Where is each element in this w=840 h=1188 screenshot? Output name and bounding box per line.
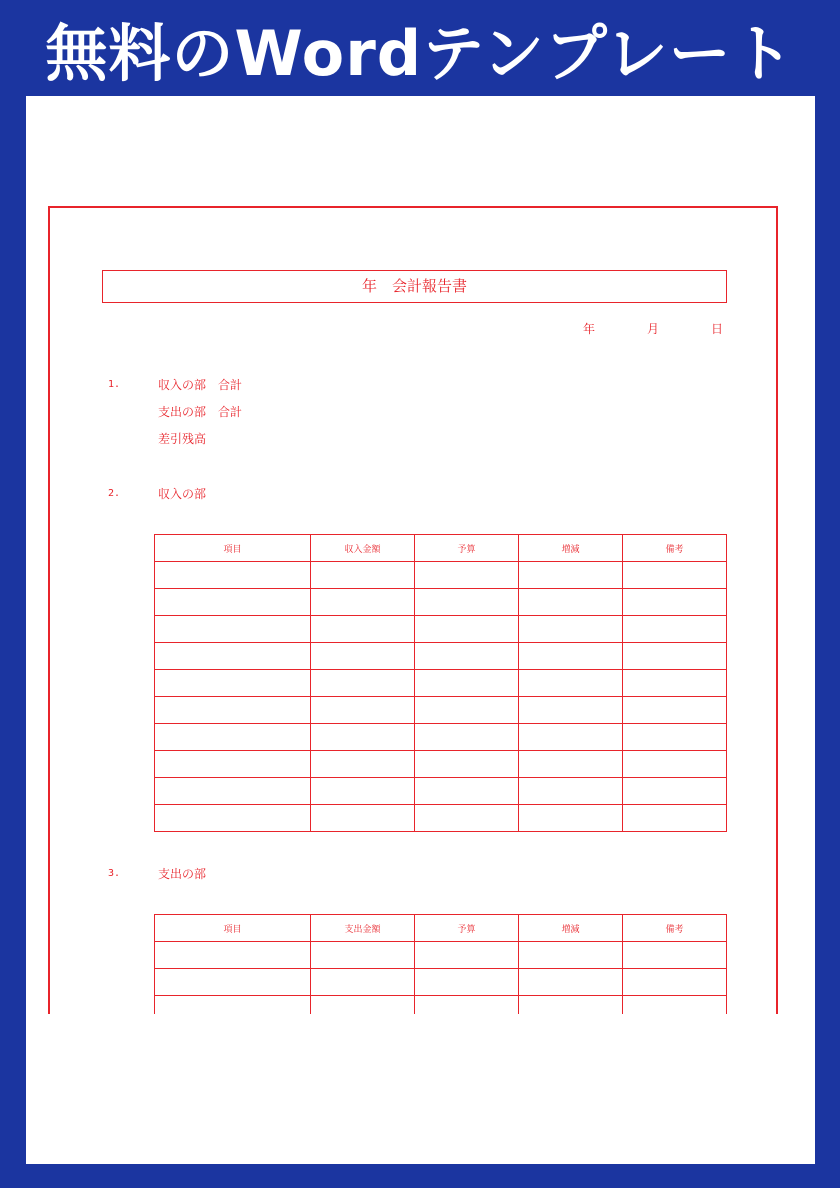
column-header: 予算	[415, 915, 519, 942]
table-cell	[623, 778, 727, 805]
table-cell	[415, 942, 519, 969]
table-cell	[311, 969, 415, 996]
table-row	[155, 942, 727, 969]
table-cell	[311, 670, 415, 697]
table-cell	[415, 643, 519, 670]
table-cell	[415, 670, 519, 697]
table-cell	[519, 942, 623, 969]
table-row	[155, 616, 727, 643]
table-cell	[623, 969, 727, 996]
expense-table-header	[155, 915, 727, 942]
table-cell	[311, 751, 415, 778]
date-day-label: 日	[711, 322, 724, 336]
date-year-label: 年	[583, 322, 596, 336]
table-cell	[415, 751, 519, 778]
table-cell	[519, 643, 623, 670]
table-row	[155, 670, 727, 697]
expense-table	[154, 914, 727, 1023]
table-cell	[415, 805, 519, 832]
date-month-label: 月	[647, 322, 660, 336]
table-cell	[155, 942, 311, 969]
table-cell	[155, 969, 311, 996]
section-2-number: 2.	[108, 488, 121, 499]
table-cell	[519, 724, 623, 751]
table-cell	[623, 697, 727, 724]
table-row	[155, 778, 727, 805]
summary-expense-total: 支出の部 合計	[158, 405, 243, 419]
table-cell	[311, 805, 415, 832]
table-row	[155, 589, 727, 616]
table-cell	[415, 562, 519, 589]
table-cell	[415, 778, 519, 805]
column-header: 項目	[155, 535, 311, 562]
table-cell	[519, 778, 623, 805]
table-cell	[623, 670, 727, 697]
table-cell	[155, 778, 311, 805]
summary-income-total: 収入の部 合計	[158, 378, 243, 392]
table-cell	[519, 616, 623, 643]
table-cell	[623, 805, 727, 832]
section-1-number: 1.	[108, 379, 121, 390]
banner-title: 無料のWordテンプレート	[45, 17, 795, 90]
table-cell	[519, 670, 623, 697]
table-cell	[415, 969, 519, 996]
report-title: 年 会計報告書	[102, 270, 727, 303]
table-cell	[415, 589, 519, 616]
table-cell	[519, 589, 623, 616]
column-header: 予算	[415, 535, 519, 562]
table-cell	[311, 778, 415, 805]
column-header: 収入金額	[311, 535, 415, 562]
table-row	[155, 643, 727, 670]
table-cell	[623, 751, 727, 778]
table-cell	[519, 805, 623, 832]
column-header: 増減	[519, 915, 623, 942]
table-row	[155, 562, 727, 589]
summary-balance: 差引残高	[158, 432, 207, 446]
table-cell	[519, 562, 623, 589]
table-row	[155, 969, 727, 996]
table-row	[155, 724, 727, 751]
column-header: 備考	[623, 535, 727, 562]
table-cell	[311, 589, 415, 616]
table-cell	[519, 751, 623, 778]
table-cell	[155, 751, 311, 778]
table-cell	[623, 589, 727, 616]
table-cell	[155, 697, 311, 724]
section-3-number: 3.	[108, 868, 121, 879]
income-table	[154, 534, 727, 832]
table-cell	[311, 562, 415, 589]
expense-section-heading: 支出の部	[158, 867, 207, 881]
table-cell	[155, 589, 311, 616]
table-row	[155, 805, 727, 832]
table-cell	[155, 805, 311, 832]
column-header: 項目	[155, 915, 311, 942]
table-cell	[623, 562, 727, 589]
column-header: 備考	[623, 915, 727, 942]
table-cell	[519, 697, 623, 724]
table-cell	[155, 670, 311, 697]
table-cell	[311, 942, 415, 969]
template-preview-page	[26, 96, 815, 1164]
column-header: 支出金額	[311, 915, 415, 942]
table-cell	[155, 616, 311, 643]
table-cell	[311, 616, 415, 643]
column-header: 増減	[519, 535, 623, 562]
table-cell	[519, 969, 623, 996]
table-cell	[415, 697, 519, 724]
table-cell	[155, 724, 311, 751]
table-cell	[155, 562, 311, 589]
table-row	[155, 697, 727, 724]
table-cell	[311, 643, 415, 670]
page-bottom-blank	[26, 1014, 815, 1164]
table-cell	[623, 643, 727, 670]
table-cell	[415, 616, 519, 643]
table-cell	[311, 724, 415, 751]
table-cell	[155, 643, 311, 670]
table-cell	[311, 697, 415, 724]
table-cell	[415, 724, 519, 751]
table-row	[155, 751, 727, 778]
table-cell	[623, 724, 727, 751]
income-table-header	[155, 535, 727, 562]
income-section-heading: 収入の部	[158, 487, 207, 501]
table-cell	[623, 616, 727, 643]
table-cell	[623, 942, 727, 969]
